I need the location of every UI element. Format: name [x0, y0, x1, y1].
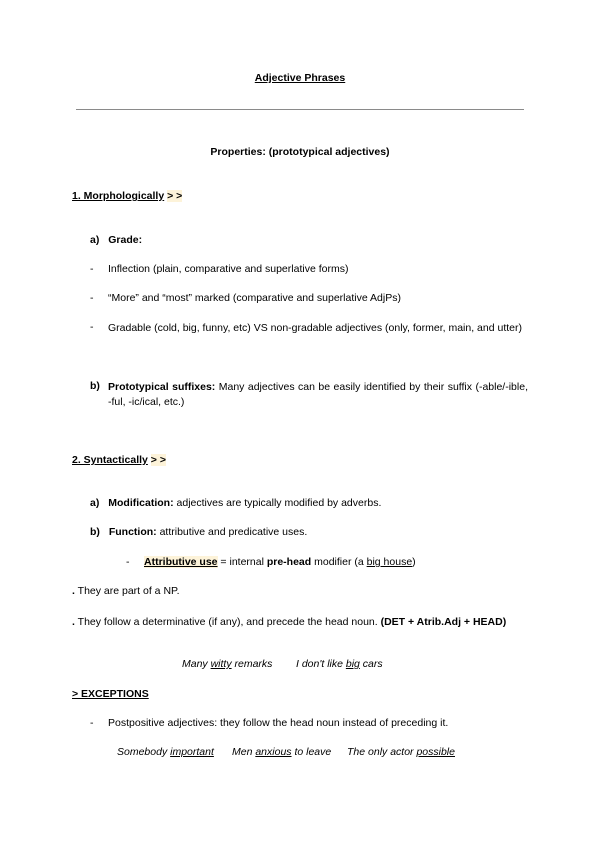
note-2-formula: (DET + Atrib.Adj + HEAD) — [380, 616, 507, 628]
note-1 — [72, 585, 180, 597]
example-text: I don't like — [296, 658, 346, 670]
attributive-close: ) — [412, 556, 416, 568]
example-text: Many — [182, 658, 211, 670]
section-1-arrow: > > — [167, 190, 183, 202]
attributive-line — [144, 556, 416, 568]
grade-heading — [90, 234, 142, 246]
note-1-text: They are part of a NP. — [74, 585, 180, 597]
dash-marker: - — [90, 263, 94, 275]
attributive-label: Attributive use — [144, 556, 218, 568]
example-underlined: possible — [416, 746, 455, 758]
suffix-label: Prototypical suffixes: — [108, 381, 216, 393]
horizontal-rule — [76, 109, 524, 110]
example-underlined: anxious — [255, 746, 292, 758]
func-text: attributive and predicative uses. — [156, 526, 308, 538]
section-2-arrow: > > — [150, 454, 166, 466]
grade-item-1: Inflection (plain, comparative and superlative forms) — [108, 263, 349, 275]
func-label: Function: — [108, 526, 157, 538]
attributive-mod: modifier (a — [311, 556, 367, 568]
page-title: Adjective Phrases — [254, 72, 346, 84]
example-text: Somebody — [117, 746, 171, 758]
example-only-actor-possible — [347, 746, 455, 758]
example-text: cars — [359, 658, 383, 670]
dash-marker: - — [90, 717, 94, 729]
mod-letter: a) — [90, 497, 100, 509]
section-1-title: 1. Morphologically — [72, 190, 165, 202]
note-2-text: They follow a determinative (if any), and precede the head noun. — [74, 616, 381, 628]
note-2-dot: . — [72, 616, 75, 628]
suffix-letter: b) — [90, 380, 100, 392]
example-big-cars — [296, 658, 383, 670]
example-underlined: witty — [210, 658, 232, 670]
attributive-eq: = internal — [217, 556, 267, 568]
example-text: The only actor — [347, 746, 417, 758]
grade-label: Grade: — [108, 234, 143, 246]
dash-marker: - — [90, 321, 94, 333]
exceptions-heading: > EXCEPTIONS — [72, 688, 149, 700]
note-2 — [72, 615, 528, 630]
section-2-title: 2. Syntactically — [72, 454, 148, 466]
function-line — [90, 526, 307, 538]
attributive-example: big house — [366, 556, 413, 568]
example-underlined: important — [170, 746, 214, 758]
example-somebody-important — [117, 746, 214, 758]
subtitle: Properties: (prototypical adjectives) — [210, 146, 390, 158]
example-text: Men — [232, 746, 256, 758]
example-many-witty — [182, 658, 272, 670]
grade-item-2: “More” and “most” marked (comparative and superlative AdjPs) — [108, 292, 401, 304]
exceptions-item: Postpositive adjectives: they follow the head noun instead of preceding it. — [108, 717, 449, 729]
note-1-dot: . — [72, 585, 75, 597]
mod-label: Modification: — [108, 497, 174, 509]
example-text: remarks — [231, 658, 273, 670]
grade-letter: a) — [90, 234, 100, 246]
func-letter: b) — [90, 526, 100, 538]
attributive-prehead: pre-head — [266, 556, 312, 568]
suffix-text: Many adjectives can be easily identified by their suffix (-able/-ible, -ful, -ic/ical, etc.) — [108, 381, 528, 408]
example-men-anxious — [232, 746, 331, 758]
mod-text: adjectives are typically modified by adverbs. — [173, 497, 382, 509]
dash-marker: - — [90, 292, 94, 304]
section-1-heading — [72, 190, 182, 202]
example-text: to leave — [291, 746, 332, 758]
suffix-paragraph — [108, 380, 528, 410]
section-2-heading — [72, 454, 166, 466]
modification-line — [90, 497, 381, 509]
attributive-dash: - — [126, 556, 130, 568]
grade-item-3: Gradable (cold, big, funny, etc) VS non-gradable adjectives (only, former, main, and utter) — [108, 322, 522, 334]
example-underlined: big — [345, 658, 360, 670]
